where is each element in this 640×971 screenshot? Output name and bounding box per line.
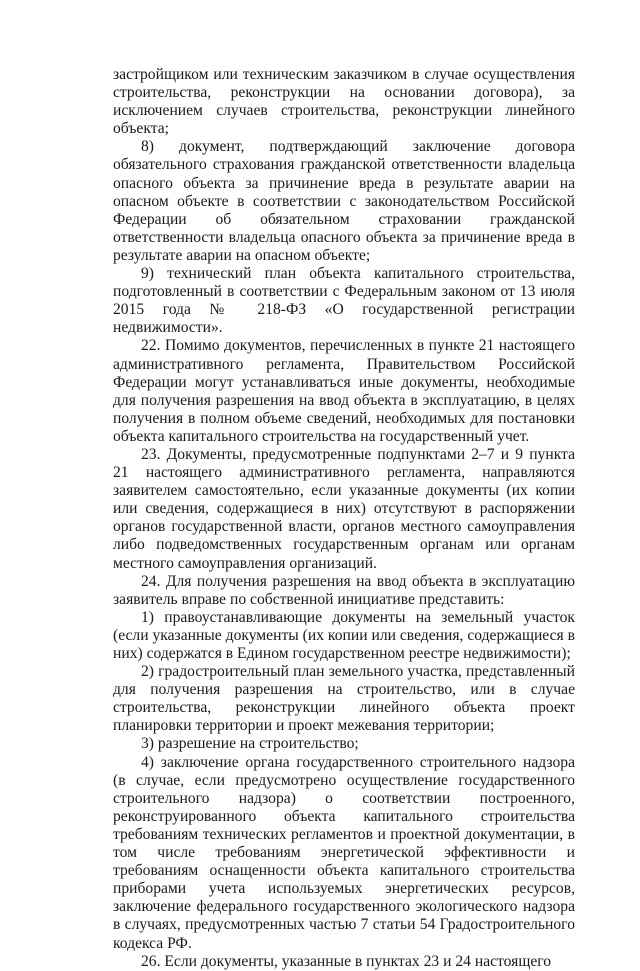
paragraph-subitem-2: 2) градостроительный план земельного участка, представленный для получения разрешения на строительство, или в случае строительства, реконструкции линейного объекта проект планировки территории и проект межевания территории; — [113, 663, 575, 735]
paragraph-subitem-1: 1) правоустанавливающие документы на земельный участок (если указанные документы (их копии или сведения, содержащиеся в них) содержатся в Едином государственном реестре недвижимости); — [113, 608, 575, 662]
paragraph-subitem-4: 4) заключение органа государственного строительного надзора (в случае, если предусмотрено осуществление государственного строительного надзора) о соответствии построенного, реконструированного объекта капитального строительства требованиям технических регламентов и проектной документации, в том числе требованиям энергетической эффективности и требованиям оснащенности объекта капитального строительства приборами учета используемых энергетических ресурсов, заключение федерального государственного экологического надзора в случаях, предусмотренных частью 7 статьи 54 Градостроительного кодекса РФ. — [113, 753, 575, 952]
paragraph-clause-26: 26. Если документы, указанные в пунктах 23 и 24 настоящего — [141, 952, 552, 970]
paragraph-continuation: застройщиком или техническим заказчиком в случае осуществления строительства, реконструкции на основании договора), за исключением случаев строительства, реконструкции линейного объекта; — [113, 66, 575, 138]
document-body — [113, 66, 575, 971]
paragraph-clause-24: 24. Для получения разрешения на ввод объекта в эксплуатацию заявитель вправе по собственной инициативе представить: — [113, 572, 575, 608]
paragraph-item-9: 9) технический план объекта капитального строительства, подготовленный в соответствии с Федеральным законом от 13 июля 2015 года № 218-ФЗ «О государственной регистрации недвижимости». — [113, 265, 575, 337]
paragraph-clause-23: 23. Документы, предусмотренные подпунктами 2–7 и 9 пункта 21 настоящего административного регламента, направляются заявителем самостоятельно, если указанные документы (их копии или сведения, содержащиеся в них) отсутствуют в распоряжении органов государственной власти, органов местного самоуправления либо подведомственных государственным органам или органам местного самоуправления организаций. — [113, 445, 575, 572]
paragraph-clause-22: 22. Помимо документов, перечисленных в пункте 21 настоящего административного регламента, Правительством Российской Федерации могут устанавливаться иные документы, необходимые для получения разрешения на ввод объекта в эксплуатацию, в целях получения в полном объеме сведений, необходимых для постановки объекта капитального строительства на государственный учет. — [113, 337, 575, 445]
paragraph-item-8: 8) документ, подтверждающий заключение договора обязательного страхования гражданской ответственности владельца опасного объекта за причинение вреда в результате аварии на опасном объекте в соответствии с законодательством Российской Федерации об обязательном страховании гражданской ответственности владельца опасного объекта за причинение вреда в результате аварии на опасном объекте; — [113, 138, 575, 264]
paragraph-subitem-3: 3) разрешение на строительство; — [141, 735, 359, 753]
